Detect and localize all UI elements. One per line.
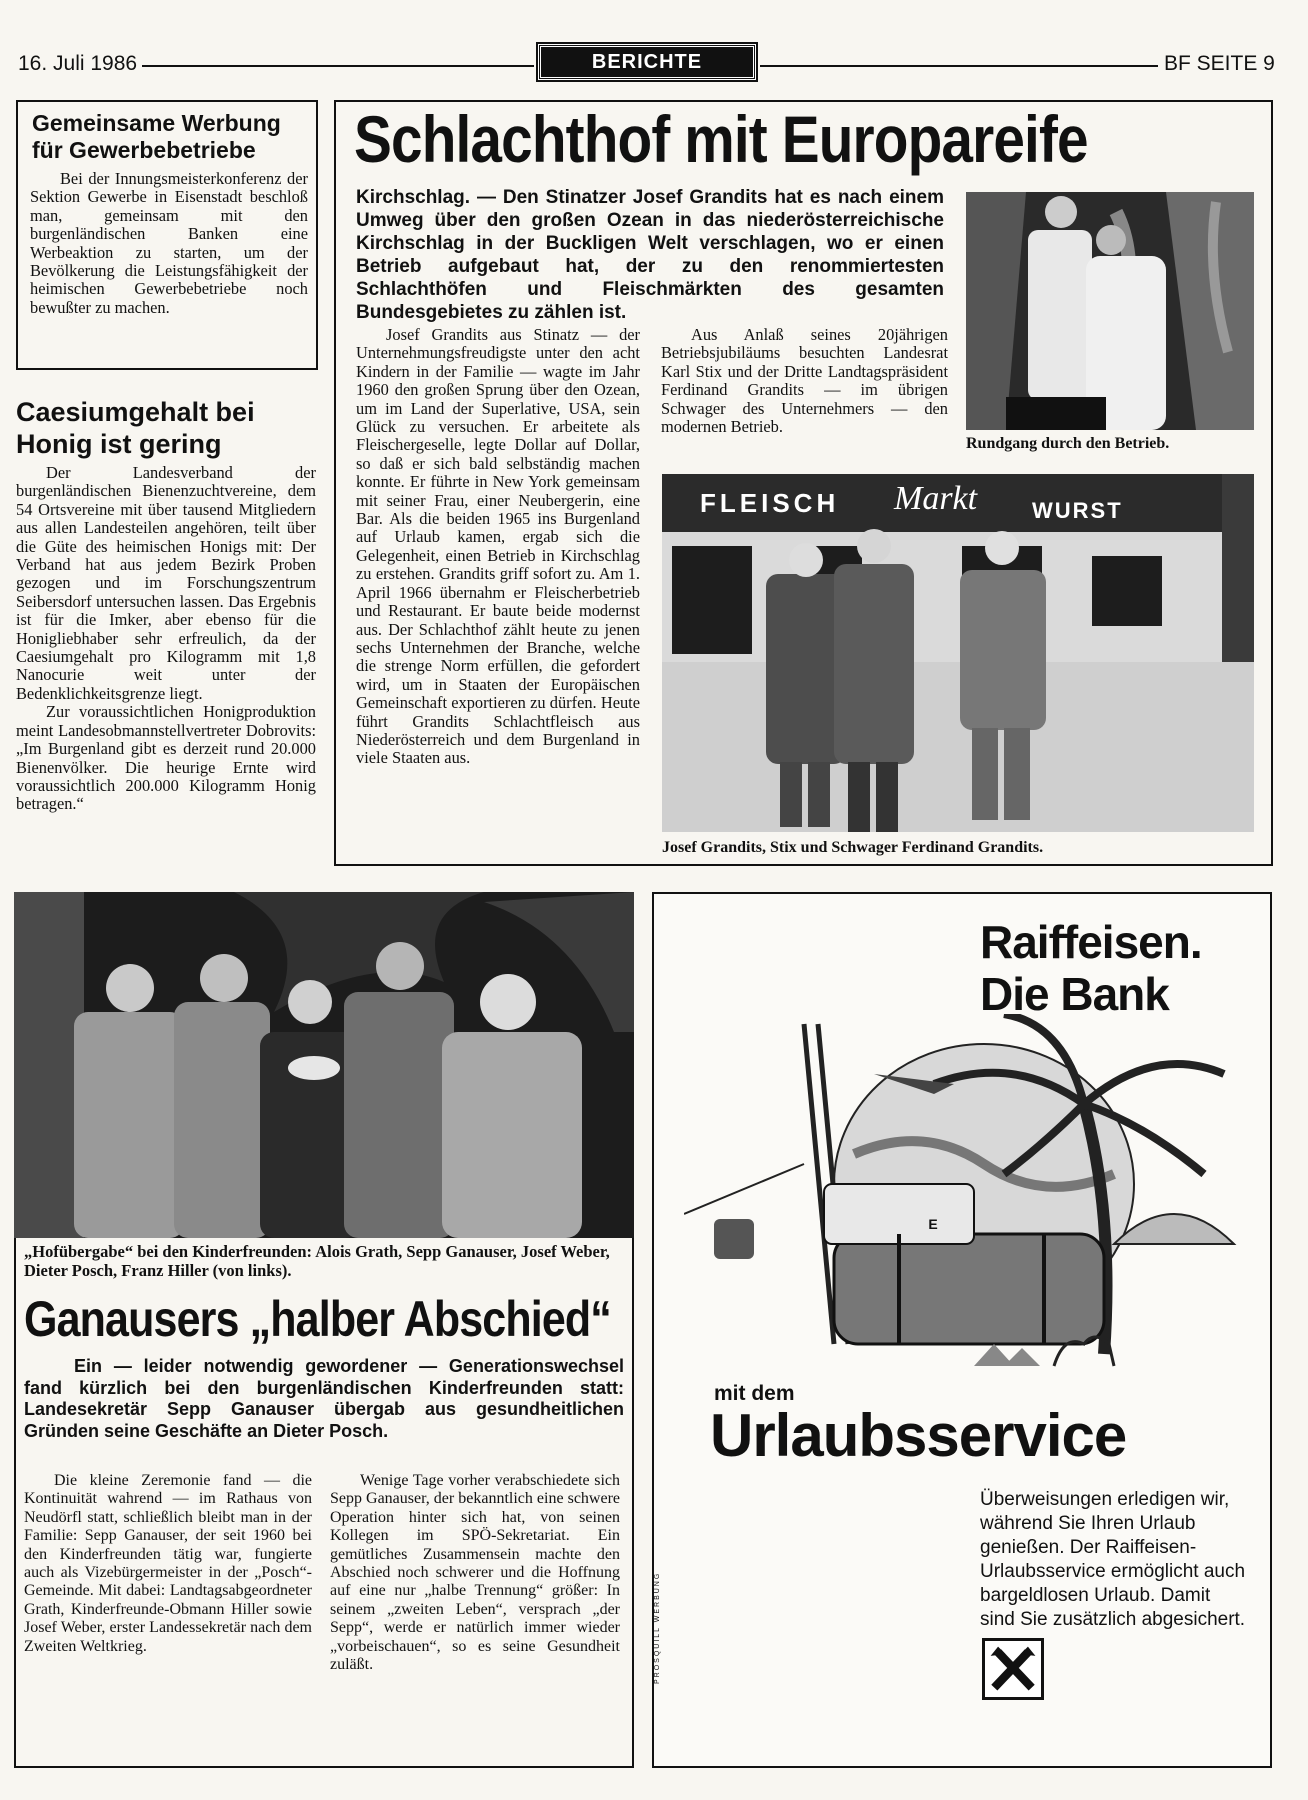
photo-market: [662, 474, 1254, 832]
honey-article-title: Caesiumgehalt bei Honig ist gering: [16, 397, 255, 459]
honey-paragraph-2: Zur voraussichtlichen Honigproduktion meint Landesobmannstellvertreter Dobrovits: „Im Burgenland gibt es derzeit rund 20.000 Bienenvölker. Die heurige Ernte wird voraussichtlich 200.000 Kilogramm Honig betragen.“: [16, 702, 316, 814]
main-col1-paragraph: Josef Grandits aus Stinatz — der Unternehmungsfreudigste unter den acht Kindern in der Familie — wagte im Jahr 1960 den großen Sprung über den Ozean, um im Land der Superlative, USA, sein Glück zu versuchen. Er arbeitete als Fleischergeselle, legte Dollar auf Dollar, so daß er sich bald selbständig machen konnte. Er führte in New York gemeinsam mit seiner Frau, einer Neubergerin, eine Bar. Als die beiden 1965 ins Burgenland auf Urlaub kamen, ergab sich die Gelegenheit, einen Betrieb in Kirchschlag zu erstehen. Grandits griff sofort zu. Am 1. April 1966 übernahm er Fleischerbetrieb und Restaurant. Er baute beide modernst aus. Der Schlachthof zählt heute zu jenen sechs Unternehmen der Branche, welche die strenge Norm erfüllen, die gefordert wird, um in Staaten der Europäischen Gemeinschaft exportieren zu dürfen. Heute führt Grandits Schlachtfleisch aus Niederösterreich und dem Burgenland in viele Staaten aus.: [356, 325, 640, 768]
header-rule-left: [142, 65, 534, 67]
header-rule-right: [760, 65, 1158, 67]
raiffeisen-logo-icon: [982, 1638, 1044, 1700]
box-article-title: Gemeinsame Werbung für Gewerbebetriebe: [32, 110, 281, 163]
ad-headline-2: Die Bank: [980, 968, 1169, 1020]
ad-credit: PROSQUILL WERBUNG: [654, 1571, 661, 1684]
ad-big: Urlaubsservice: [710, 1402, 1127, 1469]
photo-tour: [966, 192, 1254, 430]
raiffeisen-ad: [652, 892, 1272, 1768]
caption-market: Josef Grandits, Stix und Schwager Ferdinand Grandits.: [662, 839, 1044, 856]
ganauser-col1-paragraph: Die kleine Zeremonie fand — die Kontinuität wahrend — im Rathaus von Neudörfl statt, schließlich bleibt man in der Familie: Sepp Ganauser, der seit 1960 bei den Kinderfreunden tätig war, fungierte auch als Vizebürgermeister in der „Posch“-Gemeinde. Mit dabei: Landtagsabgeordneter Grath, Kinderfreunde-Obmann Hiller sowie Josef Weber, erster Landessekretär nach dem Zweiten Weltkrieg.: [24, 1472, 312, 1655]
photo-handover: [14, 892, 634, 1238]
caption-handover: „Hofübergabe“ bei den Kinderfreunden: Alois Grath, Sepp Ganauser, Josef Weber, Dieter Posch, Franz Hiller (von links).: [24, 1242, 610, 1280]
ganauser-col2: [330, 1472, 620, 1674]
ganauser-article-lead: Ein — leider notwendig gewordener — Generationswechsel fand kürzlich bei den burgenländischen Kinderfreunden statt: Landesekretär Sepp Ganauser übergab aus gesundheitlichen Gründen seine Geschäfte an Dieter Posch.: [24, 1356, 624, 1441]
photo-tour-image: [966, 192, 1254, 430]
ad-vacation-drawing: [684, 1014, 1244, 1374]
photo-market-image: [662, 474, 1254, 832]
sign-markt: Markt: [894, 480, 978, 517]
ganauser-col1: [24, 1472, 312, 1656]
box-article-paragraph: Bei der Innungsmeisterkonferenz der Sektion Gewerbe in Eisenstadt beschloß man, gemeinsam mit den burgenländischen Banken eine Werbeaktion zu starten, um der Bevölkerung die Leistungsfähigkeit der heimischen Gewerbebetriebe noch bewußter zu machen.: [30, 169, 308, 317]
sign-wurst: WURST: [1032, 498, 1123, 523]
ad-body: Überweisungen erledigen wir, während Sie Ihren Urlaub genießen. Der Raiffeisen-Urlaubsservice ermöglicht auch bargeldlosen Urlaub. Damit sind Sie zusätzlich abgesichert.: [980, 1489, 1246, 1630]
honey-paragraph-1: Der Landesverband der burgenländischen Bienenzuchtvereine, dem 54 Ortsvereine mit über tausend Mitgliedern aus allen Landesteilen angehören, teilt über die Güte des heimischen Honigs mit: Der Verband hat aus jedem Bezirk Proben gezogen und im Forschungszentrum Seibersdorf untersuchen lassen. Das Ergebnis ist für die Imker, aber ebenso für die Honigliebhaber sehr erfreulich, da der Caesiumgehalt pro Kilogramm mit 1,8 Nanocurie weit unter der Bedenklichkeitsgrenze liegt.: [16, 463, 316, 703]
ganauser-col2-paragraph: Wenige Tage vorher verabschiedete sich Sepp Ganauser, der bekanntlich eine schwere Operation hinter sich hat, von seinen Kollegen im SPÖ-Sekretariat. Ein gemütliches Zusammensein machte den Abschied noch schwerer und die Hoffnung auf eine nur „halbe Trennung“ größer: In seinem „zweiten Leben“, versprach „der Sepp“, werde er natürlich immer wieder „vorbeischauen“, so es seine Gesundheit zuläßt.: [330, 1472, 620, 1674]
page-number: BF SEITE 9: [1164, 52, 1275, 75]
sign-fleisch: FLEISCH: [700, 488, 840, 518]
ad-sub: mit dem: [714, 1382, 795, 1405]
suitcase-tag: E: [928, 1216, 938, 1232]
ganauser-article-title: Ganausers „halber Abschied“: [24, 1291, 611, 1347]
main-article-title: Schlachthof mit Europareife: [354, 102, 1088, 176]
box-article-text: [30, 170, 308, 317]
photo-handover-image: [14, 892, 634, 1238]
honey-article-text: [16, 464, 316, 814]
main-article-col1: [356, 326, 640, 768]
main-article-lead: Kirchschlag. — Den Stinatzer Josef Grandits hat es nach einem Umweg über den großen Ozean in das niederösterreichische Kirchschlag in der Buckligen Welt verschlagen, wo er einen Betrieb aufgebaut hat, der zu den renommiertesten Schlachthöfen und Fleischmärkten des gesamten Bundesgebietes zu zählen ist.: [356, 187, 944, 323]
raiffeisen-gable-cross-icon: [985, 1641, 1041, 1697]
box-article: [16, 100, 318, 370]
section-label: BERICHTE: [538, 44, 756, 80]
main-col2-paragraph: Aus Anlaß seines 20jährigen Betriebsjubiläums besuchten Landesrat Karl Stix und der Dritte Landtagspräsident Ferdinand Grandits — im übrigen Schwager des Unternehmers — den modernen Betrieb.: [661, 325, 948, 437]
ad-vacation-illustration: [684, 1014, 1244, 1374]
issue-date: 16. Juli 1986: [18, 52, 138, 75]
ad-headline-1: Raiffeisen.: [980, 916, 1202, 968]
caption-tour: Rundgang durch den Betrieb.: [966, 435, 1170, 452]
main-article-col2: [661, 326, 948, 436]
